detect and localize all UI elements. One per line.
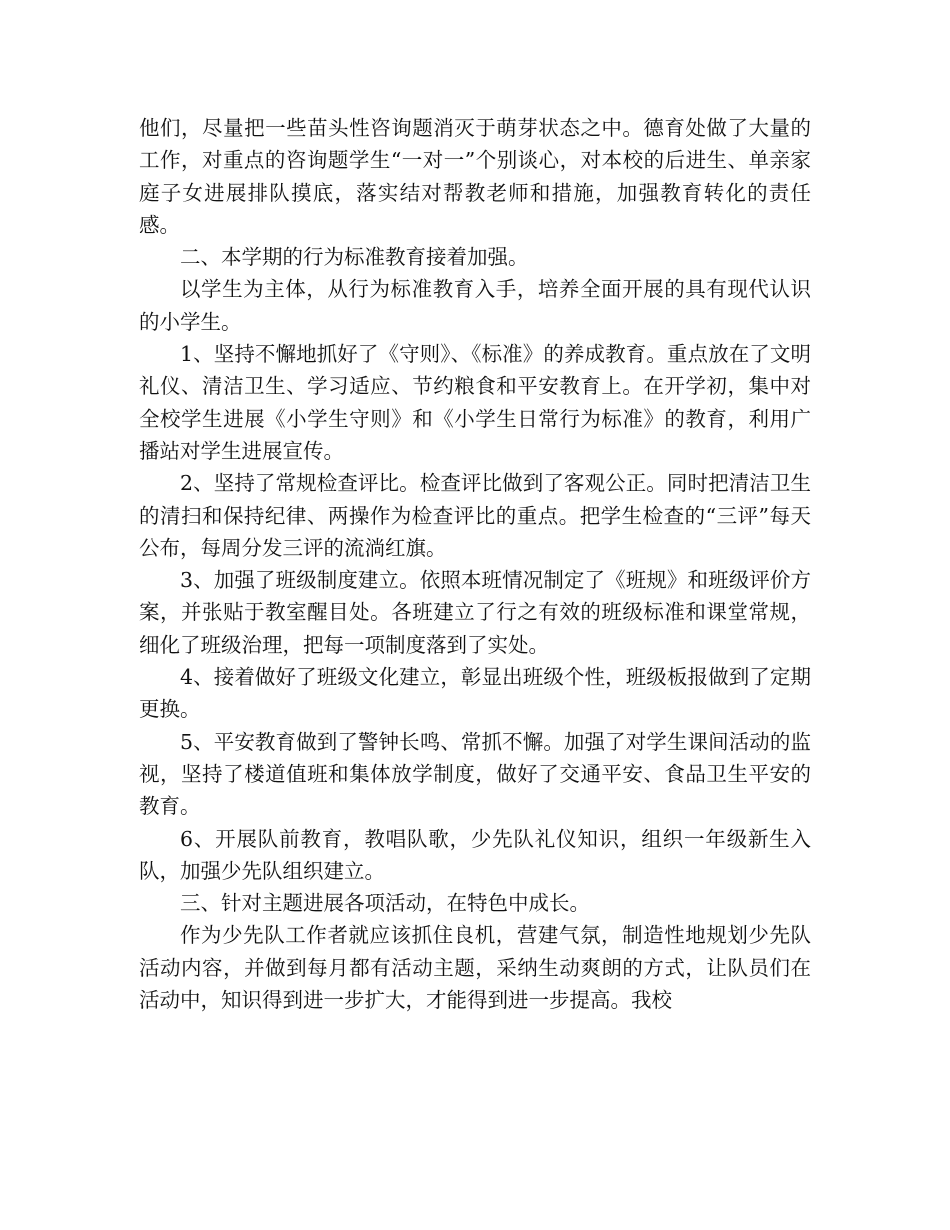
paragraph-continuation: 他们，尽量把一些苗头性咨询题消灭于萌芽状态之中。德育处做了大量的工作，对重点的咨询题学生“一对一”个别谈心，对本校的后进生、单亲家庭子女进展排队摸底，落实结对帮教老师和措施，加强教育转化的责任感。 (139, 116, 811, 237)
list-item-5: 5、平安教育做到了警钟长鸣、常抓不懈。加强了对学生课间活动的监视，坚持了楼道值班和集体放学制度，做好了交通平安、食品卫生平安的教育。 (139, 729, 811, 819)
paragraph: 作为少先队工作者就应该抓住良机，营建气氛，制造性地规划少先队活动内容，并做到每月都有活动主题，采纳生动爽朗的方式，让队员们在活动中，知识得到进一步扩大，才能得到进一步提高。我校 (139, 923, 811, 1013)
section-heading-2: 二、本学期的行为标准教育接着加强。 (180, 245, 529, 270)
section-heading-3: 三、针对主题进展各项活动，在特色中成长。 (180, 891, 590, 916)
list-item-4: 4、接着做好了班级文化建立，彰显出班级个性，班级板报做到了定期更换。 (139, 665, 811, 722)
list-item-2: 2、坚持了常规检查评比。检查评比做到了客观公正。同时把清洁卫生的清扫和保持纪律、两操作为检查评比的重点。把学生检查的“三评”每天公布，每周分发三评的流淌红旗。 (139, 471, 811, 560)
body-text (139, 112, 811, 1016)
list-item-3: 3、加强了班级制度建立。依照本班情况制定了《班规》和班级评价方案，并张贴于教室醒目处。各班建立了行之有效的班级标准和课堂常规，细化了班级治理，把每一项制度落到了实处。 (139, 568, 811, 657)
list-item-1: 1、坚持不懈地抓好了《守则》、《标准》的养成教育。重点放在了文明礼仪、清洁卫生、学习适应、节约粮食和平安教育上。在开学初，集中对全校学生进展《小学生守则》和《小学生日常行为标准》的教育，利用广播站对学生进展宣传。 (139, 342, 811, 463)
paragraph: 以学生为主体，从行为标准教育入手，培养全面开展的具有现代认识的小学生。 (139, 277, 811, 334)
list-item-6: 6、开展队前教育，教唱队歌，少先队礼仪知识，组织一年级新生入队，加强少先队组织建立。 (139, 826, 811, 883)
